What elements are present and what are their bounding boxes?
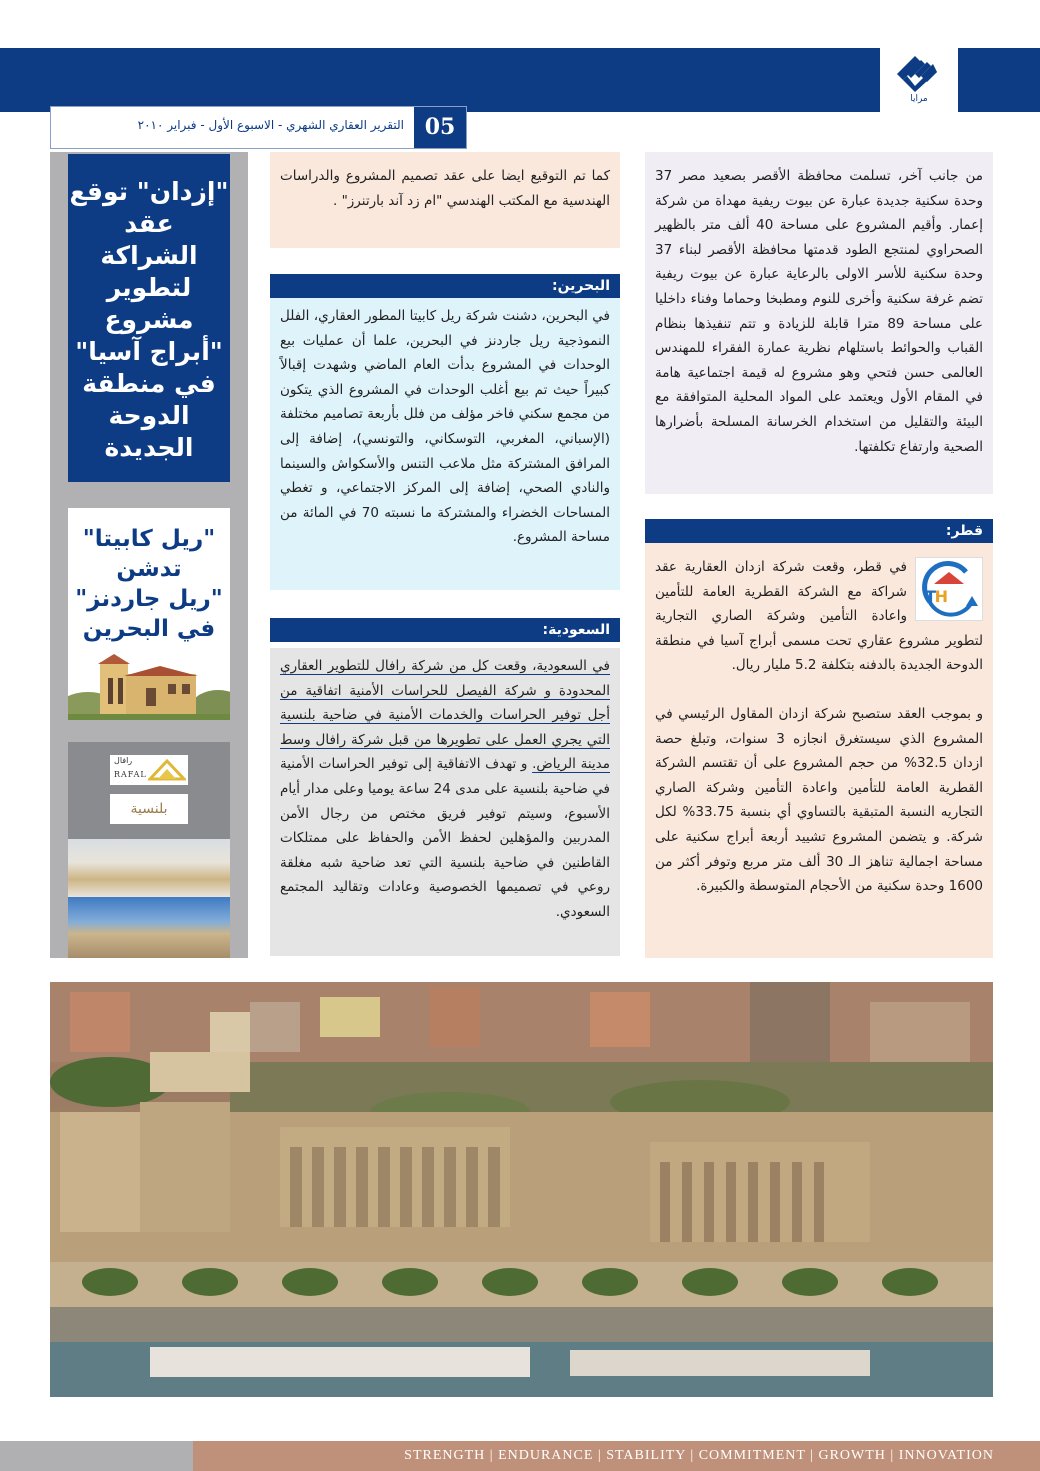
- logo-text: مرايا: [910, 94, 928, 104]
- company-logo: [883, 48, 955, 112]
- card-title-line: "ريل جاردنز": [75, 586, 223, 612]
- egypt-luxor-body: من جانب آخر، تسلمت محافظة الأقصر بصعيد مصر 37 وحدة سكنية جديدة عبارة عن بيوت ريفية مهداة من شركة إعمار. وأقيم المشروع على مساحة 40 ألف متر بالظهير الصحراوي لمنتجع الطود قدمتها محافظة الأقصر لبناء 37 وحدة سكنية للأسر الاولى بالرعاية عبارة عن بيوت ريفية تضم غرفة سكنية وأخرى للنوم ومطبخا وحماما وفناء داخليا على مساحة 89 مترا قابلة للزيادة و تتم تنفيذها بنظام القباب والحوائط باستلهام نظرية عمارة الفقراء للمهندس العالمى حسن فتحي وهو مشروع له قيمة اجتماعية هامة في المقام الأول ويعتمد على المواد المحلية المتوافقة مع البيئة والتقليل من استخدام الخرسانة المسلحة بأضرارها الصحية وارتفاع تكلفتها.: [645, 152, 993, 494]
- footer-values: STRENGTH | ENDURANCE | STABILITY | COMMITMENT | GROWTH | INNOVATION: [404, 1448, 994, 1463]
- headline-line: في منطقة: [82, 369, 216, 398]
- design-contract-note: كما تم التوقيع ايضا على عقد تصميم المشروع والدراسات الهندسية مع المكتب الهندسي "ام زد آند بارتنرز" .: [270, 152, 620, 248]
- bahrain-body: في البحرين، دشنت شركة ريل كابيتا المطور العقاري، الفلل النموذجية ريل جاردنز في البحرين، علما أن عمليات بيع الوحدات في المشروع بدأت العام الماضي وشهدت إقبالاً كبيراً حيث تم بيع أغلب الوحدات في المشروع الذي يتكون من مجمع سكني فاخر مؤلف من فلل بأربعة تصاميم مختلفة (الإسباني، المغربي، التوسكاني، والتونسي)، إضافة إلى المرافق المشتركة مثل ملاعب التنس والأسكواش والسينما والنادي الصحي، إضافة إلى المركز الاجتماعي، و تغطي المساحات الخضراء والمشتركة ما نسبته 70 في المائة من مساحة المشروع.: [270, 298, 620, 590]
- header-bar: [0, 48, 880, 140]
- rafal-logo: [110, 755, 188, 785]
- headline-line: الشراكة: [100, 241, 198, 270]
- pyramid-logo-icon: [148, 757, 186, 783]
- report-title: التقرير العقاري الشهري - الاسبوع الأول - فبراير ٢٠١٠: [137, 118, 404, 132]
- qatar-body: [645, 543, 993, 958]
- saudi-heading: السعودية:: [270, 618, 620, 642]
- rafal-valencia-panel: [68, 742, 230, 958]
- real-capita-title: [68, 508, 230, 644]
- valencia-villas-photo-2: [68, 897, 230, 958]
- sidebar-headline: [68, 154, 230, 482]
- page-number: 05: [414, 107, 466, 148]
- ezdan-house-arrow-icon: [916, 558, 982, 620]
- qatar-para-2: و بموجب العقد ستصبح شركة ازدان المقاول الرئيسي في المشروع الذي سيستغرق انجازه 3 سنوات، وتبلغ حصة ازدان 32.5% من حجم المشروع على أن تقتسم الشركة القطرية العامة للتأمين واعادة التأمين وشركة الصاري التجاريه النسبة المتبقية بالتساوي أي بنسبة 33.75% لكل شركة. و يتضمن المشروع تشييد أربعة أبراج سكنية على مساحة اجمالية تناهز الـ 30 ألف متر مربع وتوفر أكثر من 1600 وحدة سكنية من الأحجام المتوسطة والكبيرة.: [655, 705, 984, 895]
- real-capita-card: [68, 508, 230, 720]
- slogan: نسعى إلى الإزدهار 10’: [521, 110, 712, 134]
- valencia-villas-photo-1: [68, 839, 230, 897]
- headline-line: "أبراج آسيا": [75, 337, 223, 366]
- headline-line: "إزدان" توقع: [69, 177, 229, 206]
- report-info-box: [50, 106, 467, 149]
- valencia-logo: [110, 794, 188, 824]
- footer-gray-block: [0, 1441, 193, 1471]
- luxor-temple-photo: [50, 982, 993, 1397]
- rafal-arabic: رافال: [114, 756, 133, 765]
- card-title-line: في البحرين: [82, 616, 216, 642]
- card-title-line: "ريل كابيتا": [82, 526, 216, 552]
- headline-line: لتطوير: [106, 273, 192, 302]
- saudi-body-underlined: في السعودية، وقعت كل من شركة رافال للتطوير العقاري المحدودة و شركة الفيصل للحراسات الأمنية اتفاقية من أجل توفير الحراسات والخدمات الأمنية في ضاحية بلنسية التي يجري العمل على تطويرها من قبل شركة رافال وسط مدينة الرياض.: [280, 658, 610, 773]
- sidebar: [50, 152, 248, 958]
- svg-text:T: T: [925, 587, 936, 606]
- header-bar-right: [958, 48, 1040, 112]
- qatar-para-1: في قطر، وقعت شركة ازدان العقارية عقد شراكة مع الشركة القطرية العامة للتأمين واعادة التأمين وشركة الصاري التجارية لتطوير مشروع عقاري تحت مسمى أبراج آسيا في منطقة الدوحة الجديدة بالدفنه بتكلفة 5.2 مليار ريال.: [655, 559, 983, 674]
- footer-bar: [193, 1441, 1040, 1471]
- saudi-body-rest: و تهدف الاتفاقية إلى توفير الحراسات الأمنية في ضاحية بلنسية على مدى 24 ساعة يوميا وعلى مدار أيام الأسبوع، وسيتم توفير فريق مختص من رجال الأمن المدربين والمؤهلين لحفظ الأمن والحفاظ على ممتلكات القاطنين في ضاحية بلنسية التي تعد ضاحية شبه مغلقة روعي في تصميمها الخصوصية وعادات وتقاليد المجتمع السعودي.: [280, 756, 610, 920]
- page-top-margin: [0, 0, 1040, 48]
- bahrain-heading: البحرين:: [270, 274, 620, 298]
- qatar-heading: قطر:: [645, 519, 993, 543]
- rafal-latin: RAFAL: [114, 770, 147, 779]
- villa-image: [68, 648, 230, 720]
- headline-line: الجديدة: [104, 433, 194, 462]
- saudi-body: [270, 648, 620, 956]
- headline-line: مشروع: [104, 305, 194, 334]
- ezdan-logo: [915, 557, 983, 621]
- card-title-line: تدشن: [116, 556, 182, 582]
- headline-line: عقد: [124, 209, 174, 238]
- headline-line: الدوحة: [108, 401, 190, 430]
- svg-text:H: H: [934, 587, 948, 606]
- diamond-stripes-logo-icon: [895, 54, 943, 94]
- valencia-text: بلنسية: [130, 801, 168, 817]
